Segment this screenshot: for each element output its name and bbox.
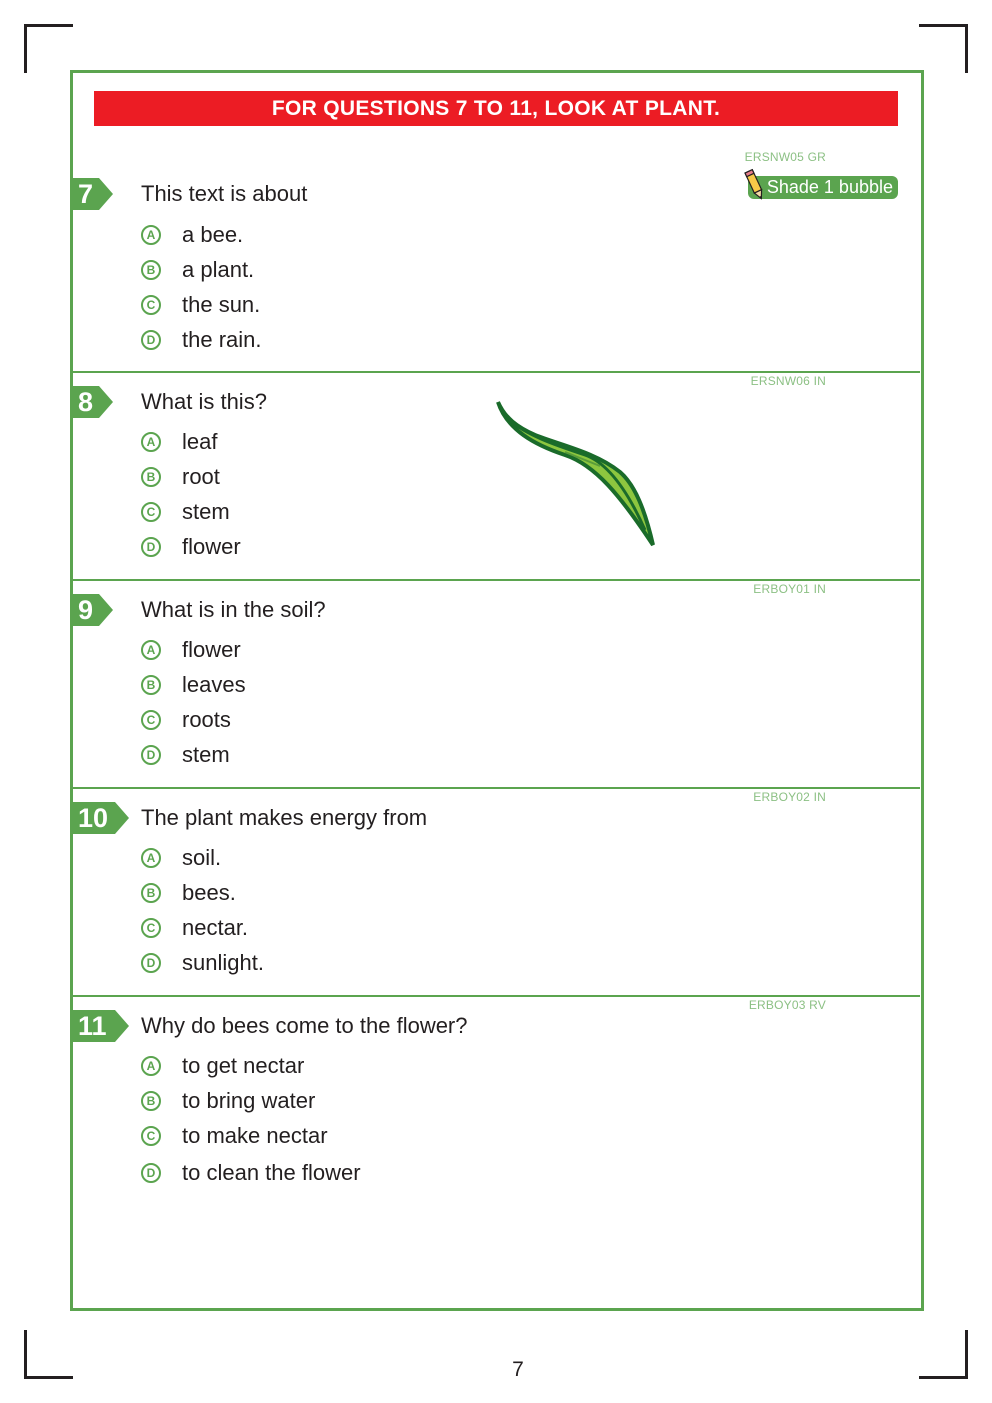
option-text: root <box>182 464 220 489</box>
answer-bubble[interactable]: C <box>141 710 161 730</box>
answer-bubble[interactable]: D <box>141 953 161 973</box>
option-text: to clean the flower <box>182 1160 361 1185</box>
question-code: ERSNW06 IN <box>750 374 826 388</box>
answer-bubble[interactable]: A <box>141 432 161 452</box>
crop-mark-top-right <box>919 24 968 73</box>
question-10 <box>73 790 921 994</box>
option-text: the sun. <box>182 292 261 317</box>
option-text: to make nectar <box>182 1123 328 1148</box>
answer-bubble[interactable]: B <box>141 675 161 695</box>
answer-bubble[interactable]: C <box>141 295 161 315</box>
question-divider <box>72 995 920 997</box>
option-c[interactable] <box>141 292 260 318</box>
option-b[interactable] <box>141 672 246 698</box>
question-divider <box>72 371 920 373</box>
option-text: roots <box>182 707 231 732</box>
question-7 <box>73 150 921 370</box>
crop-mark-top-left <box>24 24 73 73</box>
option-a[interactable] <box>141 429 217 455</box>
question-number-badge: 7 <box>73 178 113 210</box>
question-divider <box>72 579 920 581</box>
question-stem: This text is about <box>141 181 308 206</box>
answer-bubble[interactable]: B <box>141 260 161 280</box>
option-text: bees. <box>182 880 236 905</box>
option-c[interactable] <box>141 499 230 525</box>
option-text: a bee. <box>182 222 244 247</box>
page-number: 7 <box>512 1358 524 1381</box>
answer-bubble[interactable]: D <box>141 537 161 557</box>
option-text: leaf <box>182 429 218 454</box>
question-stem: The plant makes energy from <box>141 805 428 830</box>
question-number-badge: 8 <box>73 386 113 418</box>
option-d[interactable] <box>141 742 230 768</box>
question-stem: What is this? <box>141 389 267 414</box>
option-d[interactable] <box>141 1160 361 1186</box>
option-text: flower <box>182 637 241 662</box>
question-code: ERBOY03 RV <box>748 998 826 1012</box>
option-a[interactable] <box>141 637 241 663</box>
option-d[interactable] <box>141 327 262 353</box>
option-text: sunlight. <box>182 950 264 975</box>
option-b[interactable] <box>141 257 254 283</box>
option-text: stem <box>182 742 230 767</box>
option-text: a plant. <box>182 257 255 282</box>
option-c[interactable] <box>141 707 231 733</box>
option-a[interactable] <box>141 845 221 871</box>
answer-bubble[interactable]: B <box>141 883 161 903</box>
answer-bubble[interactable]: D <box>141 745 161 765</box>
question-number-badge: 10 <box>73 802 129 834</box>
answer-bubble[interactable]: A <box>141 1056 161 1076</box>
option-d[interactable] <box>141 534 241 560</box>
question-stem: What is in the soil? <box>141 597 326 622</box>
option-text: soil. <box>182 845 222 870</box>
instruction-banner: FOR QUESTIONS 7 TO 11, LOOK AT PLANT. <box>94 91 898 126</box>
answer-bubble[interactable]: B <box>141 467 161 487</box>
question-11 <box>73 998 921 1198</box>
answer-bubble[interactable]: C <box>141 502 161 522</box>
answer-bubble[interactable]: B <box>141 1091 161 1111</box>
answer-bubble[interactable]: C <box>141 918 161 938</box>
option-d[interactable] <box>141 950 264 976</box>
option-text: the rain. <box>182 327 262 352</box>
question-number-badge: 11 <box>73 1010 129 1042</box>
answer-bubble[interactable]: C <box>141 1126 161 1146</box>
option-a[interactable] <box>141 222 243 248</box>
option-text: flower <box>182 534 241 559</box>
answer-bubble[interactable]: D <box>141 330 161 350</box>
option-text: stem <box>182 499 230 524</box>
answer-bubble[interactable]: A <box>141 225 161 245</box>
answer-bubble[interactable]: D <box>141 1163 161 1183</box>
question-number-badge: 9 <box>73 594 113 626</box>
option-b[interactable] <box>141 880 236 906</box>
answer-bubble[interactable]: A <box>141 848 161 868</box>
shade-bubble-badge: Shade 1 bubble <box>748 176 898 199</box>
option-b[interactable] <box>141 464 220 490</box>
question-9 <box>73 582 921 786</box>
option-b[interactable] <box>141 1088 315 1114</box>
option-text: nectar. <box>182 915 249 940</box>
question-divider <box>72 787 920 789</box>
option-a[interactable] <box>141 1053 304 1079</box>
option-text: to bring water <box>182 1088 316 1113</box>
question-code: ERBOY02 IN <box>753 790 826 804</box>
question-stem: Why do bees come to the flower? <box>141 1013 468 1038</box>
option-text: leaves <box>182 672 246 697</box>
option-c[interactable] <box>141 1123 328 1149</box>
answer-bubble[interactable]: A <box>141 640 161 660</box>
option-text: to get nectar <box>182 1053 305 1078</box>
question-code: ERSNW05 GR <box>744 150 826 164</box>
option-c[interactable] <box>141 915 248 941</box>
question-8 <box>73 374 921 578</box>
question-code: ERBOY01 IN <box>753 582 826 596</box>
